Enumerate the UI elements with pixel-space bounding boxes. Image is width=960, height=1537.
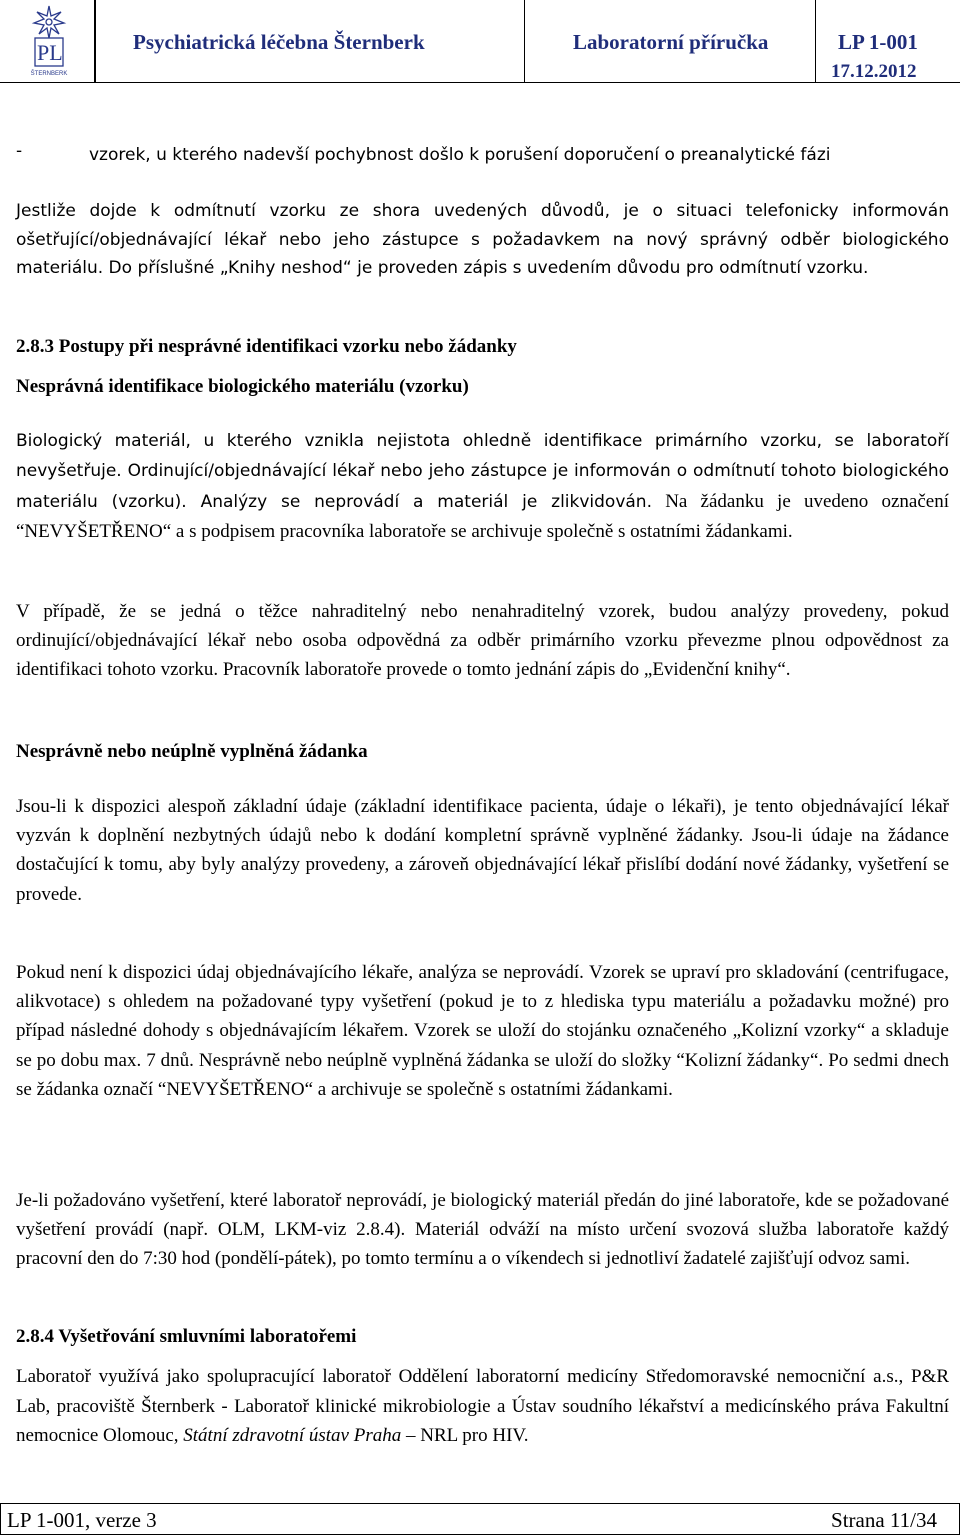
paragraph-rejection-part1: Jestliže dojde k odmítnutí vzorku ze shora uvedených důvodů, je o situaci telefonicky informován ošetřující/objednávající lékař nebo jeho zástupce s požadavkem na nový správný odběr biologického materiálu.	[16, 201, 949, 278]
subheading-incomplete-request: Nesprávně nebo neúplně vyplněná žádanka	[16, 741, 368, 762]
paragraph-contract-labs-part2: – NRL pro HIV.	[401, 1425, 529, 1446]
logo-letters: PL	[37, 40, 63, 65]
paragraph-identification-part1: Biologický materiál, u kterého vznikla nejistota ohledně identifikace primárního vzorku, se laboratoří nevyšetřuje.	[16, 431, 949, 482]
paragraph-hard-to-replace: V případě, že se jedná o těžce nahraditelný nebo nenahraditelný vzorek, budou analýzy provedeny, pokud ordinující/objednávající lékař nebo osoba odpovědná za odběr primárního vzorku převezme plnou odpovědnost za identifikaci tohoto vzorku. Pracovník laboratoře provede o tomto jednání zápis do „Evidenční knihy“.	[16, 601, 949, 680]
paragraph-contract-labs	[16, 1362, 949, 1451]
paragraph-rejection-part2: Do příslušné „Knihy neshod“ je proveden zápis s uvedením důvodu pro odmítnutí vzorku.	[103, 258, 869, 278]
paragraph-basic-data: Jsou-li k dispozici alespoň základní údaje (základní identifikace pacienta, údaje o lékaři), je tento objednávající lékař vyzván k doplnění nezbytných údajů nebo k dodání kompletní správně vyplněné žádanky. Jsou-li údaje na žádance dostačující k tomu, aby byly analýzy provedeny, a zároveň objednávající lékař přislíbí dodání nové žádanky, vyšetření se provede.	[16, 796, 949, 905]
section-heading-2-8-4: 2.8.4 Vyšetřování smluvními laboratořemi	[16, 1326, 357, 1347]
paragraph-identification	[16, 426, 949, 546]
section-heading-2-8-3: 2.8.3 Postupy při nesprávné identifikaci vzorku nebo žádanky	[16, 336, 517, 357]
header-manual-title: Laboratorní příručka	[573, 30, 769, 54]
header-date: 17.12.2012	[831, 61, 917, 82]
list-item: vzorek, u kterého nadevší pochybnost došlo k porušení doporučení o preanalytické fázi	[89, 145, 831, 165]
footer-version: LP 1-001, verze 3	[7, 1508, 157, 1532]
logo-cell	[0, 0, 95, 82]
header-document-code: LP 1-001	[838, 30, 918, 54]
paragraph-missing-doctor: Pokud není k dispozici údaj objednávajícího lékaře, analýza se neprovádí. Vzorek se upraví pro skladování (centrifugace, alikvotace) s ohledem na požadované typy vyšetření (pokud je to z hlediska typu materiálu a požadavku možné) pro případ následné dohody s objednávajícím lékařem. Vzorek se uloží do stojánku označeného „Kolizní vzorky“ a skladuje se po dobu max. 7 dnů. Nesprávně nebo neúplně vyplněná žádanka se uloží do složky “Kolizní žádanky“. Po sedmi dnech se žádanka označí “NEVYŠETŘENO“ a archivuje se společně s ostatními žádankami.	[16, 962, 949, 1100]
paragraph-contract-labs-italic: Státní zdravotní ústav Praha	[183, 1425, 402, 1446]
footer-page-number: Strana 11/34	[831, 1508, 937, 1532]
paragraph-identification-part3: Na žádanku je uvedeno označení “NEVYŠETŘENO“ a s podpisem pracovníka laboratoře se archivuje společně s ostatními žádankami.	[16, 490, 950, 542]
logo-caption: ŠTERNBERK	[30, 71, 68, 77]
page-header	[0, 0, 960, 82]
paragraph-other-laboratory: Je-li požadováno vyšetření, které laboratoř neprovádí, je biologický materiál předán do jiné laboratoře, kde se požadované vyšetření provádí (např. OLM, LKM-viz 2.8.4). Materiál odváží na místo určení svozová služba laboratoře každý pracovní den do 7:30 hod (pondělí-pátek), po tomto termínu a o víkendech si jednotliví žadatelé zajišťují odvoz sami.	[16, 1190, 949, 1269]
subheading-wrong-identification: Nesprávná identifikace biologického materiálu (vzorku)	[16, 376, 469, 397]
institution-logo	[18, 4, 80, 78]
page-footer	[0, 1503, 960, 1535]
paragraph-identification-part2: Ordinující/objednávající lékař nebo jeho zástupce je informován o odmítnutí tohoto biologického materiálu (vzorku). Analýzy se neprovádí a materiál je zlikvidován.	[16, 461, 949, 512]
list-bullet: -	[16, 141, 23, 161]
header-organization: Psychiatrická léčebna Šternberk	[133, 30, 425, 54]
paragraph-contract-labs-part1: Laboratoř využívá jako spolupracující laboratoř Oddělení laboratorní medicíny Středomoravské nemocniční a.s., P&R Lab, pracoviště Šternberk - Laboratoř klinické mikrobiologie a Ústav soudního lékařství a medicínského práva Fakultní nemocnice Olomouc,	[16, 1366, 949, 1446]
paragraph-rejection	[16, 197, 949, 283]
